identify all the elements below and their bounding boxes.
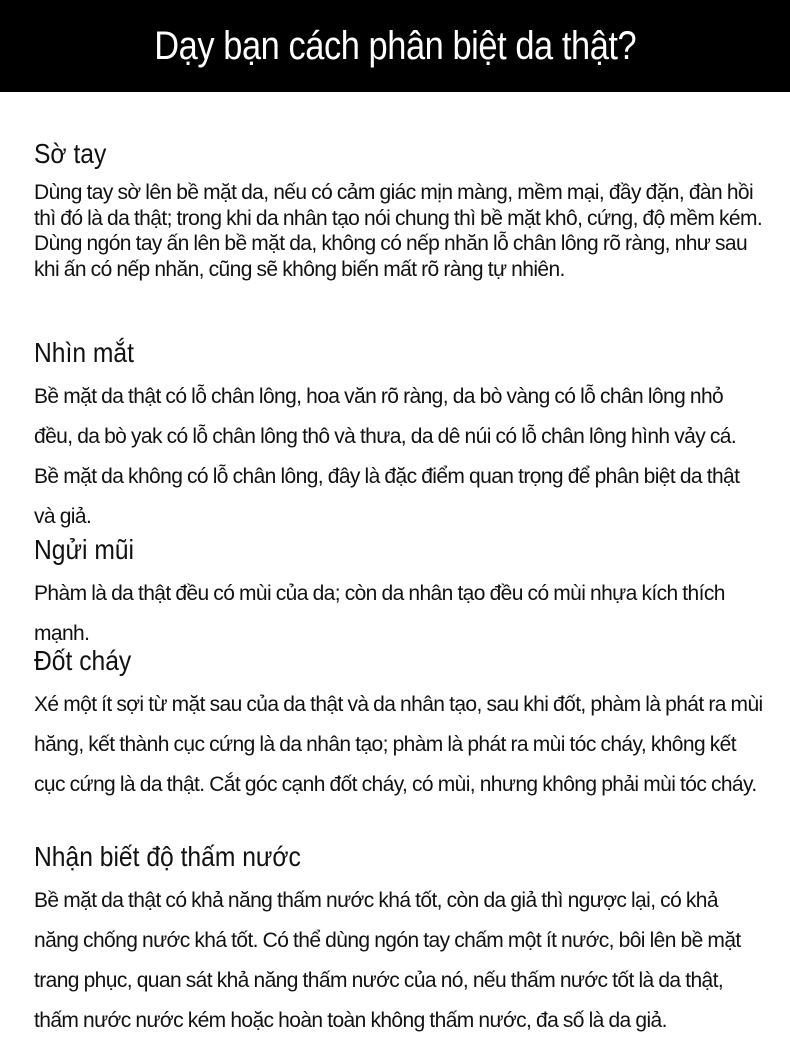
section-burn — [34, 645, 764, 805]
section-body: Dùng tay sờ lên bề mặt da, nếu có cảm giác mịn màng, mềm mại, đầy đặn, đàn hồi thì đó là da thật; trong khi da nhân tạo nói chung thì bề mặt khô, cứng, độ mềm kém. Dùng ngón tay ấn lên bề mặt da, không có nếp nhăn lỗ chân lông rõ ràng, như sau khi ấn có nếp nhăn, cũng sẽ không biến mất rõ ràng tự nhiên. — [34, 181, 763, 281]
section-body: Bề mặt da thật có khả năng thấm nước khá tốt, còn da giả thì ngược lại, có khả năng chống nước khá tốt. Có thể dùng ngón tay chấm một ít nước, bôi lên bề mặt trang phục, quan sát khả năng thấm nước của nó, nếu thấm nước tốt là da thật, thấm nước nước kém hoặc hoàn toàn không thấm nước, đa số là da giả. — [34, 889, 741, 1032]
section-look — [34, 337, 764, 537]
section-heading: Ngửi mũi — [34, 534, 135, 565]
section-body: Xé một ít sợi từ mặt sau của da thật và da nhân tạo, sau khi đốt, phàm là phát ra mùi hăng, kết thành cục cứng là da nhân tạo; phàm là phát ra mùi tóc cháy, không kết cục cứng là da thật. Cắt góc cạnh đốt cháy, có mùi, nhưng không phải mùi tóc cháy. — [34, 693, 763, 796]
section-water-absorption — [34, 841, 764, 1041]
section-heading: Sờ tay — [34, 138, 107, 169]
section-body: Phàm là da thật đều có mùi của da; còn da nhân tạo đều có mùi nhựa kích thích mạnh. — [34, 582, 725, 645]
section-body: Bề mặt da thật có lỗ chân lông, hoa văn rõ ràng, da bò vàng có lỗ chân lông nhỏ đều, da bò yak có lỗ chân lông thô và thưa, da dê núi có lỗ chân lông hình vảy cá. Bề mặt da không có lỗ chân lông, đây là đặc điểm quan trọng để phân biệt da thật và giả. — [34, 385, 740, 528]
title-banner — [0, 0, 790, 92]
section-heading: Đốt cháy — [34, 645, 132, 676]
section-heading: Nhận biết độ thấm nước — [34, 841, 301, 872]
section-heading: Nhìn mắt — [34, 337, 134, 368]
page-title: Dạy bạn cách phân biệt da thật? — [153, 24, 637, 68]
section-smell — [34, 534, 764, 654]
section-touch — [34, 138, 764, 282]
